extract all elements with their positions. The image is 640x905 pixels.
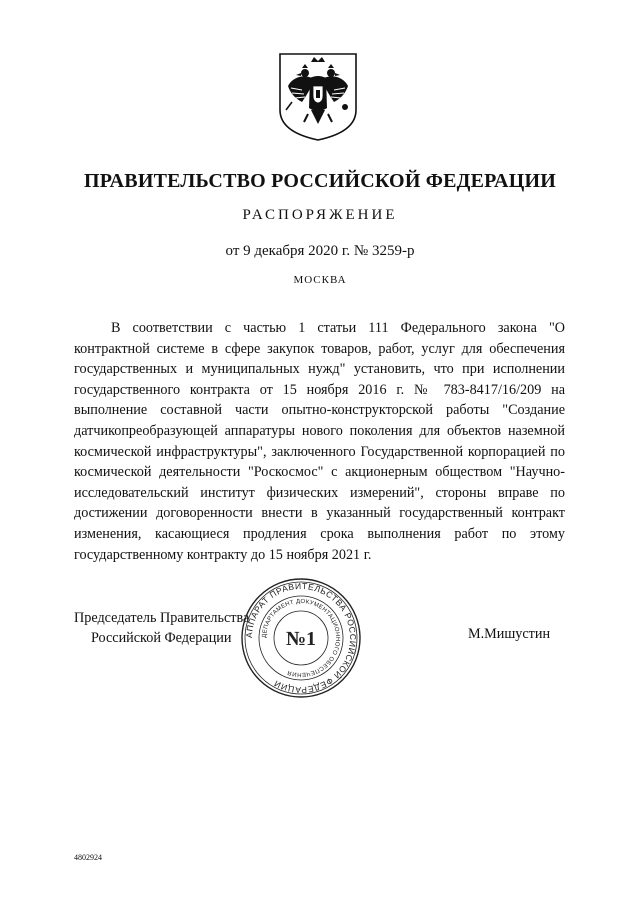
official-round-seal-icon <box>240 577 362 699</box>
seal-inner-text: ДЕПАРТАМЕНТ ДОКУМЕНТАЦИОННОГО ОБЕСПЕЧЕНИЯ <box>261 598 341 678</box>
government-title: ПРАВИТЕЛЬСТВО РОССИЙСКОЙ ФЕДЕРАЦИИ <box>84 170 556 192</box>
document-type: РАСПОРЯЖЕНИЕ <box>242 207 398 223</box>
resolution-paragraph: В соответствии с частью 1 статьи 111 Федерального закона "О контрактной системе в сфере закупок товаров, работ, услуг для обеспечения государственных и муниципальных нужд" установить, что при исполнении государственного контракта от 15 ноября 2016 г. № 783-8417/16/209 на выполнение составной части опытно-конструкторской работы "Создание датчикопреобразующей аппаратуры нового поколения для объектов наземной космической инфраструктуры", заключенного Государственной корпорацией по космической деятельности "Роскосмос" с акционерным обществом "Научно-исследовательский институт физических измерений", стороны вправе по достижении договоренности внести в указанный государственный контракт изменения, касающиеся продления срока выполнения работ по этому государственному контракту до 15 ноября 2021 г. <box>74 320 565 563</box>
seal-outer-text: АППАРАТ ПРАВИТЕЛЬСТВА РОССИЙСКОЙ ФЕДЕРАЦИИ <box>243 580 359 696</box>
document-city: МОСКВА <box>293 274 347 286</box>
coat-of-arms-icon <box>278 52 358 142</box>
document-code: 4802924 <box>74 853 102 862</box>
document-date-number: от 9 декабря 2020 г. № 3259-р <box>225 243 415 259</box>
signatory-position-line1: Председатель Правительства <box>74 610 250 626</box>
seal-number: №1 <box>285 628 317 650</box>
signatory-position <box>74 608 249 648</box>
signatory-position-line2: Российской Федерации <box>91 630 232 646</box>
signatory-name: М.Мишустин <box>468 626 551 642</box>
